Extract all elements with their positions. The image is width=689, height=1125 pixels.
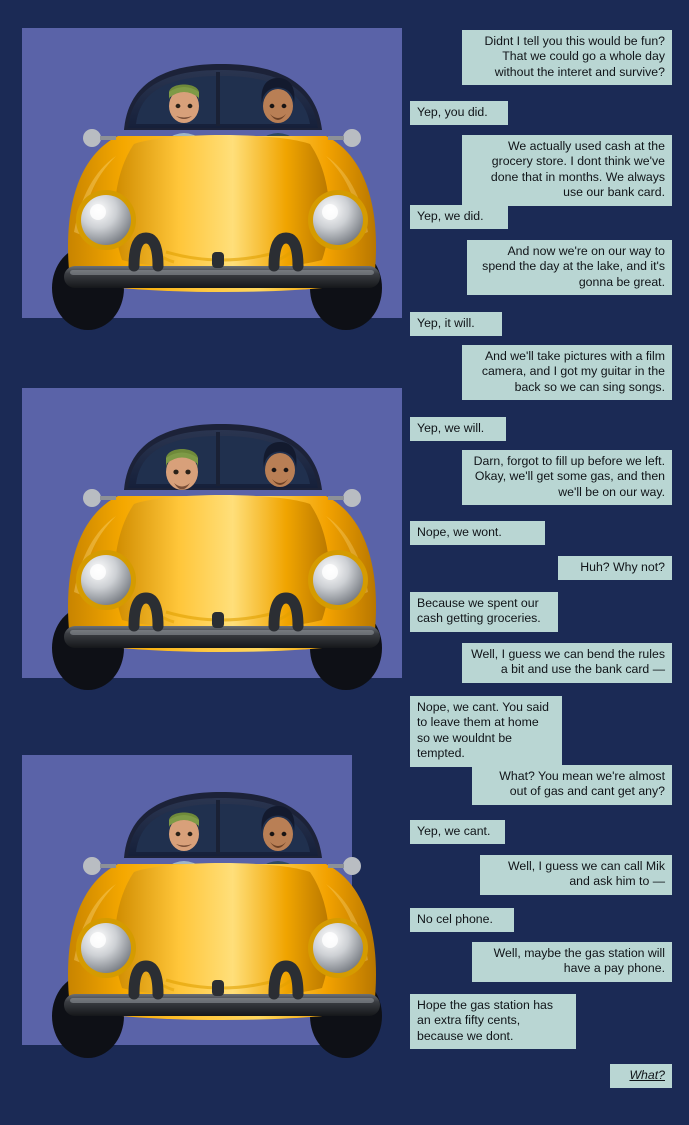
speech-bubble-14: Nope, we cant. You said to leave them at home so we wouldnt be tempted. — [410, 696, 562, 767]
speech-bubble-9: Darn, forgot to fill up before we left. Okay, we'll get some gas, and then we'll be on our way. — [462, 450, 672, 505]
speech-bubble-1: Didnt I tell you this would be fun? That we could go a whole day without the interet and survive? — [462, 30, 672, 85]
speech-bubble-13: Well, I guess we can bend the rules a bit and use the bank card — — [462, 643, 672, 683]
speech-bubble-20: Hope the gas station has an extra fifty cents, because we dont. — [410, 994, 576, 1049]
speech-bubble-16: Yep, we cant. — [410, 820, 505, 844]
speech-bubble-18: No cel phone. — [410, 908, 514, 932]
comic-panel-2 — [22, 388, 402, 678]
speech-bubble-3: We actually used cash at the grocery store. I dont think we've done that in months. We always use our bank card. — [462, 135, 672, 206]
speech-bubble-4: Yep, we did. — [410, 205, 508, 229]
dialogue-column — [410, 0, 672, 1125]
speech-bubble-15: What? You mean we're almost out of gas and cant get any? — [472, 765, 672, 805]
speech-bubble-19: Well, maybe the gas station will have a pay phone. — [472, 942, 672, 982]
speech-bubble-6: Yep, it will. — [410, 312, 502, 336]
speech-bubble-11: Huh? Why not? — [558, 556, 672, 580]
speech-bubble-7: And we'll take pictures with a film camera, and I got my guitar in the back so we can sing songs. — [462, 345, 672, 400]
speech-bubble-21: What? — [610, 1064, 672, 1088]
speech-bubble-17: Well, I guess we can call Mik and ask him to — — [480, 855, 672, 895]
speech-bubble-5: And now we're on our way to spend the day at the lake, and it's gonna be great. — [467, 240, 672, 295]
speech-bubble-12: Because we spent our cash getting groceries. — [410, 592, 558, 632]
comic-panel-1 — [22, 28, 402, 318]
speech-bubble-10: Nope, we wont. — [410, 521, 545, 545]
speech-bubble-2: Yep, you did. — [410, 101, 508, 125]
comic-panel-3 — [22, 755, 352, 1045]
speech-bubble-8: Yep, we will. — [410, 417, 506, 441]
